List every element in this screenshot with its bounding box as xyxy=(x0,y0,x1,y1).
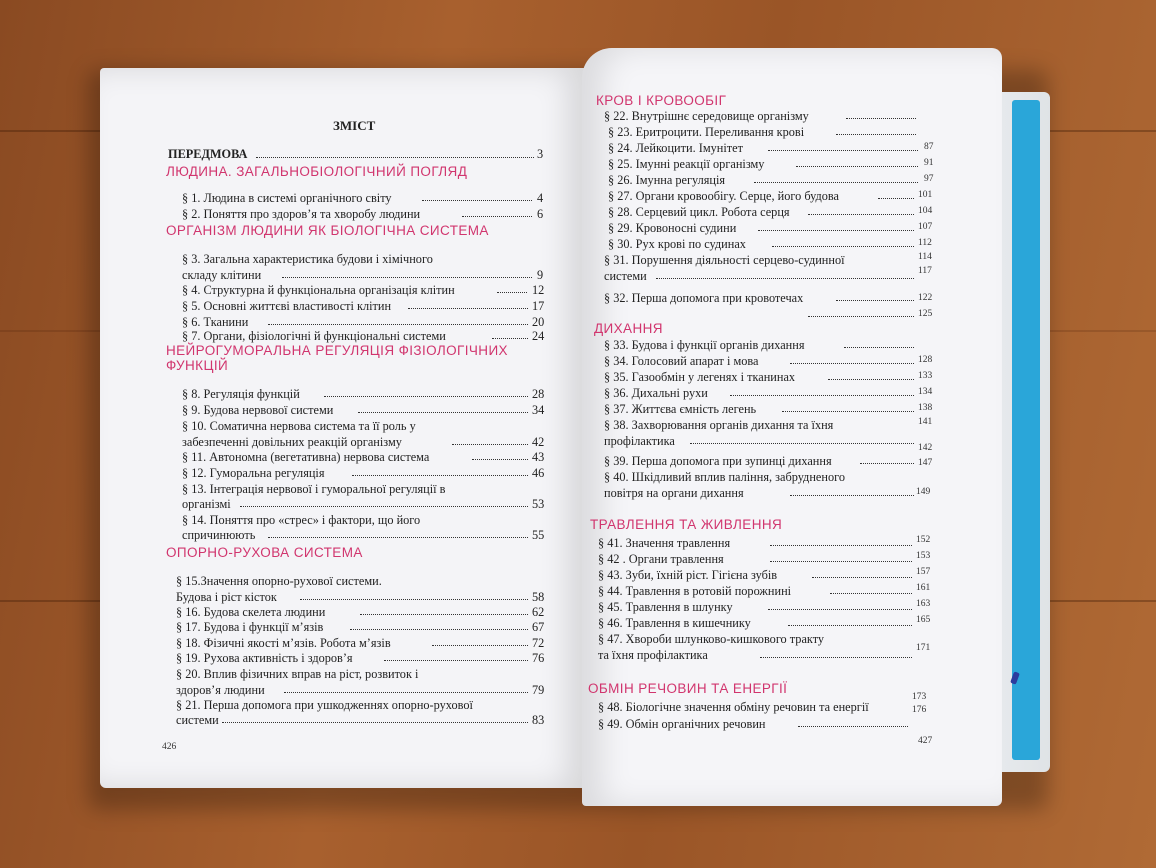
toc-entry: § 42 . Органи травлення xyxy=(598,552,724,566)
toc-entry: § 21. Перша допомога при ушкодженнях опорно-рухової xyxy=(176,698,473,712)
toc-entry: § 30. Рух крові по судинах xyxy=(608,237,746,251)
toc-entry: § 29. Кровоносні судини xyxy=(608,221,737,235)
toc-page: 43 xyxy=(532,450,545,464)
toc-entry: § 26. Імунна регуляція xyxy=(608,173,726,187)
section-heading: НЕЙРОГУМОРАЛЬНА РЕГУЛЯЦІЯ ФІЗІОЛОГІЧНИХ xyxy=(166,343,508,358)
toc-page: 157 xyxy=(916,567,931,577)
toc-entry: § 43. Зуби, їхній ріст. Гігієна зубів xyxy=(598,568,778,582)
toc-entry: § 34. Голосовий апарат і мова xyxy=(604,354,759,368)
toc-page: 62 xyxy=(532,605,545,619)
preface-label: ПЕРЕДМОВА xyxy=(168,147,248,161)
toc-page: 97 xyxy=(924,174,934,184)
toc-page: 112 xyxy=(918,238,932,248)
toc-page: 173 xyxy=(912,692,927,702)
toc-entry: § 36. Дихальні рухи xyxy=(604,386,708,400)
toc-page: 125 xyxy=(918,309,933,319)
toc-entry: § 18. Фізичні якості м’язів. Робота м’язів xyxy=(176,636,391,650)
toc-page: 76 xyxy=(532,651,545,665)
toc-entry: § 28. Серцевий цикл. Робота серця xyxy=(608,205,790,219)
toc-page: 91 xyxy=(924,158,934,168)
toc-entry: § 25. Імунні реакції організму xyxy=(608,157,765,171)
toc-entry-cont: здоров’я людини xyxy=(176,683,265,697)
toc-entry: § 15.Значення опорно-рухової системи. xyxy=(176,574,382,588)
toc-page: 6 xyxy=(537,207,544,221)
section-heading: КРОВ І КРОВООБІГ xyxy=(596,93,727,108)
toc-entry: § 4. Структурна й функціональна організація клітин xyxy=(182,283,455,297)
toc-page: 58 xyxy=(532,590,545,604)
toc-page: 55 xyxy=(532,528,545,542)
toc-page: 152 xyxy=(916,535,931,545)
toc-page: 117 xyxy=(918,266,932,276)
toc-entry: § 41. Значення травлення xyxy=(598,536,731,550)
toc-entry: § 1. Людина в системі органічного світу xyxy=(182,191,392,205)
toc-entry-cont: системи xyxy=(176,713,219,727)
toc-page: 20 xyxy=(532,315,545,329)
toc-page: 133 xyxy=(918,371,933,381)
toc-entry: § 6. Тканини xyxy=(182,315,249,329)
toc-entry: § 40. Шкідливий вплив паління, забрудненого xyxy=(604,470,845,484)
toc-entry-cont: забезпеченні довільних реакцій організму xyxy=(182,435,402,449)
toc-page: 147 xyxy=(918,458,933,468)
toc-entry: § 11. Автономна (вегетативна) нервова система xyxy=(182,450,430,464)
toc-entry: § 46. Травлення в кишечнику xyxy=(598,616,751,630)
toc-page: 153 xyxy=(916,551,931,561)
section-heading: ТРАВЛЕННЯ ТА ЖИВЛЕННЯ xyxy=(590,517,783,532)
toc-page: 141 xyxy=(918,417,933,427)
toc-page: 134 xyxy=(918,387,933,397)
toc-entry: § 32. Перша допомога при кровотечах xyxy=(604,291,804,305)
toc-page: 128 xyxy=(918,355,933,365)
toc-entry-cont: профілактика xyxy=(604,434,675,448)
toc-page: 9 xyxy=(537,268,544,282)
toc-entry-cont: спричинюють xyxy=(182,528,256,542)
toc-entry: § 35. Газообмін у легенях і тканинах xyxy=(604,370,796,384)
toc-entry-cont: системи xyxy=(604,269,647,283)
toc-page: 122 xyxy=(918,293,933,303)
toc-page: 176 xyxy=(912,705,927,715)
toc-page: 107 xyxy=(918,222,933,232)
page-number-right: 427 xyxy=(918,736,933,746)
toc-page: 87 xyxy=(924,142,934,152)
toc-entry-cont: та їхня профілактика xyxy=(598,648,708,662)
section-heading: ЛЮДИНА. ЗАГАЛЬНОБІОЛОГІЧНИЙ ПОГЛЯД xyxy=(166,164,468,179)
section-heading: ОПОРНО-РУХОВА СИСТЕМА xyxy=(166,545,363,560)
toc-page: 4 xyxy=(537,191,544,205)
toc-entry-cont: складу клітини xyxy=(182,268,262,282)
toc-entry: § 17. Будова і функції м’язів xyxy=(176,620,324,634)
toc-entry: § 39. Перша допомога при зупинці дихання xyxy=(604,454,832,468)
toc-entry: § 3. Загальна характеристика будови і хімічного xyxy=(182,252,433,266)
toc-entry: § 45. Травлення в шлунку xyxy=(598,600,733,614)
preface-page: 3 xyxy=(537,147,544,161)
toc-page: 24 xyxy=(532,329,545,343)
toc-page: 28 xyxy=(532,387,545,401)
toc-entry: § 37. Життєва ємність легень xyxy=(604,402,757,416)
toc-page: 142 xyxy=(918,443,933,453)
toc-entry: § 10. Соматична нервова система та її роль у xyxy=(182,419,416,433)
toc-page: 114 xyxy=(918,252,932,262)
toc-page: 12 xyxy=(532,283,545,297)
toc-entry: § 23. Еритроцити. Переливання крові xyxy=(608,125,805,139)
toc-entry: § 7. Органи, фізіологічні й функціональні системи xyxy=(182,329,446,343)
toc-entry: § 8. Регуляція функцій xyxy=(182,387,300,401)
toc-entry-cont: Будова і ріст кісток xyxy=(176,590,277,604)
toc-page: 67 xyxy=(532,620,545,634)
toc-page: 42 xyxy=(532,435,545,449)
toc-page: 104 xyxy=(918,206,933,216)
toc-entry: § 24. Лейкоцити. Імунітет xyxy=(608,141,743,155)
section-heading-cont: ФУНКЦІЙ xyxy=(166,358,229,373)
toc-page: 149 xyxy=(916,487,931,497)
toc-page: 161 xyxy=(916,583,931,593)
toc-entry: § 22. Внутрішнє середовище організму xyxy=(604,109,809,123)
toc-entry: § 13. Інтеграція нервової і гуморальної регуляції в xyxy=(182,482,446,496)
toc-entry: § 12. Гуморальна регуляція xyxy=(182,466,325,480)
toc-entry: § 5. Основні життєві властивості клітин xyxy=(182,299,392,313)
page-title: ЗМІСТ xyxy=(333,118,376,133)
section-heading: ОБМІН РЕЧОВИН ТА ЕНЕРГІЇ xyxy=(588,681,788,696)
toc-page: 165 xyxy=(916,615,931,625)
toc-entry: § 16. Будова скелета людини xyxy=(176,605,326,619)
toc-entry: § 33. Будова і функції органів дихання xyxy=(604,338,805,352)
toc-entry: § 48. Біологічне значення обміну речовин та енергії xyxy=(598,700,869,714)
toc-entry: § 44. Травлення в ротовій порожнині xyxy=(598,584,792,598)
toc-entry: § 14. Поняття про «стрес» і фактори, що його xyxy=(182,513,421,527)
toc-entry-cont: повітря на органи дихання xyxy=(604,486,744,500)
toc-page: 72 xyxy=(532,636,545,650)
toc-page: 138 xyxy=(918,403,933,413)
toc-page: 163 xyxy=(916,599,931,609)
toc-entry: § 27. Органи кровообігу. Серце, його будова xyxy=(608,189,840,203)
page-number-left: 426 xyxy=(162,742,177,752)
toc-entry: § 49. Обмін органічних речовин xyxy=(598,717,766,731)
toc-page: 34 xyxy=(532,403,545,417)
toc-entry: § 19. Рухова активність і здоров’я xyxy=(176,651,353,665)
section-heading: ДИХАННЯ xyxy=(594,321,663,336)
toc-entry: § 31. Порушення діяльності серцево-судинної xyxy=(604,253,845,267)
toc-page: 101 xyxy=(918,190,933,200)
toc-entry: § 38. Захворювання органів дихання та їхня xyxy=(604,418,834,432)
toc-entry: § 2. Поняття про здоров’я та хворобу людини xyxy=(182,207,421,221)
toc-page: 53 xyxy=(532,497,545,511)
toc-entry-cont: організмі xyxy=(182,497,231,511)
toc-page: 171 xyxy=(916,643,931,653)
toc-entry: § 9. Будова нервової системи xyxy=(182,403,334,417)
blue-cover-edge xyxy=(1012,100,1040,760)
toc-page: 17 xyxy=(532,299,545,313)
section-heading: ОРГАНІЗМ ЛЮДИНИ ЯК БІОЛОГІЧНА СИСТЕМА xyxy=(166,223,489,238)
toc-page: 79 xyxy=(532,683,545,697)
toc-entry: § 20. Вплив фізичних вправ на ріст, розвиток і xyxy=(176,667,419,681)
toc-entry: § 47. Хвороби шлунково-кишкового тракту xyxy=(598,632,825,646)
toc-page: 83 xyxy=(532,713,545,727)
toc-page: 46 xyxy=(532,466,545,480)
